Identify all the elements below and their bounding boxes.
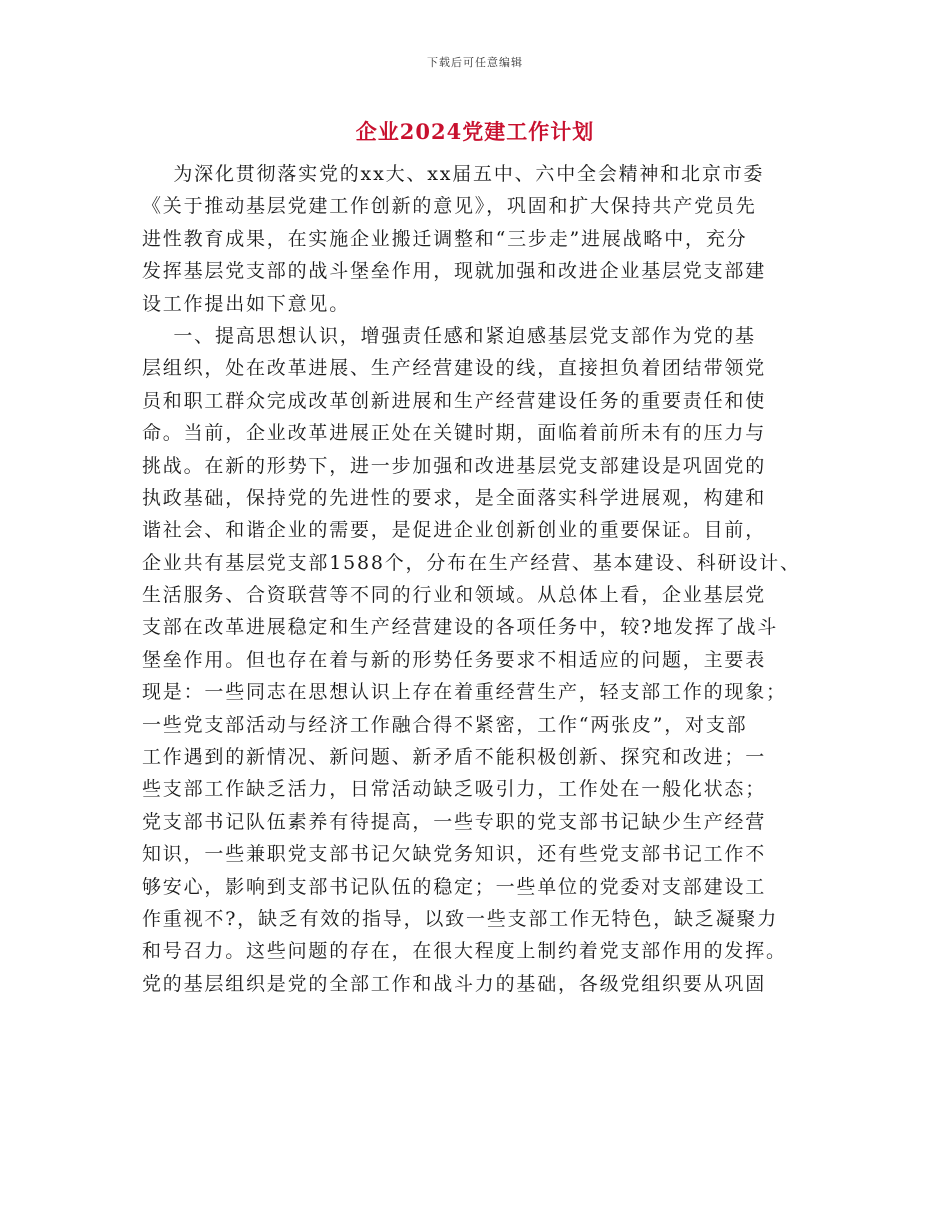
body-line: 一些党支部活动与经济工作融合得不紧密，工作“两张皮”，对支部 xyxy=(142,713,748,736)
body-line: 谐社会、和谐企业的需要，是促进企业创新创业的重要保证。目前， xyxy=(142,519,767,542)
body-line: 执政基础，保持党的先进性的要求，是全面落实科学进展观，构建和 xyxy=(142,486,767,509)
body-line: 命。当前，企业改革进展正处在关键时期，面临着前所未有的压力与 xyxy=(142,422,767,445)
body-line: 堡垒作用。但也存在着与新的形势任务要求不相适应的问题，主要表 xyxy=(142,648,767,671)
body-line: 《关于推动基层党建工作创新的意见》，巩固和扩大保持共产党员先 xyxy=(142,195,757,218)
body-line: 支部在改革进展稳定和生产经营建设的各项任务中，较?地发挥了战斗 xyxy=(142,616,778,639)
body-line: 为深化贯彻落实党的xx大、xx届五中、六中全会精神和北京市委 xyxy=(142,163,765,185)
body-line: 设工作提出如下意见。 xyxy=(142,292,351,315)
body-line: 和号召力。这些问题的存在，在很大程度上制约着党支部作用的发挥。 xyxy=(142,940,787,963)
body-line: 现是：一些同志在思想认识上存在着重经营生产，轻支部工作的现象； xyxy=(142,681,787,704)
body-line: 够安心，影响到支部书记队伍的稳定；一些单位的党委对支部建设工 xyxy=(142,875,767,898)
body-line: 发挥基层党支部的战斗堡垒作用，现就加强和改进企业基层党支部建 xyxy=(142,260,767,283)
body-line: 工作遇到的新情况、新问题、新矛盾不能积极创新、探究和改进；一 xyxy=(142,746,767,769)
document-body xyxy=(142,158,822,1000)
body-line: 些支部工作缺乏活力，日常活动缺乏吸引力，工作处在一般化状态； xyxy=(142,778,767,801)
body-line: 生活服务、合资联营等不同的行业和领域。从总体上看，企业基层党 xyxy=(142,584,767,607)
body-line: 作重视不?，缺乏有效的指导，以致一些支部工作无特色，缺乏凝聚力 xyxy=(142,907,778,930)
body-line: 党的基层组织是党的全部工作和战斗力的基础，各级党组织要从巩固 xyxy=(142,972,767,995)
body-line: 一、提高思想认识，增强责任感和紧迫感基层党支部作为党的基 xyxy=(142,324,756,347)
body-line: 挑战。在新的形势下，进一步加强和改进基层党支部建设是巩固党的 xyxy=(142,454,767,477)
body-line: 层组织，处在改革进展、生产经营建设的线，直接担负着团结带领党 xyxy=(142,357,767,380)
document-title: 企业2024党建工作计划 xyxy=(355,119,595,144)
body-line: 党支部书记队伍素养有待提高，一些专职的党支部书记缺少生产经营 xyxy=(142,810,767,833)
body-line: 企业共有基层党支部1588个，分布在生产经营、基本建设、科研设计、 xyxy=(142,551,801,574)
body-line: 员和职工群众完成改革创新进展和生产经营建设任务的重要责任和使 xyxy=(142,389,767,412)
body-line: 知识，一些兼职党支部书记欠缺党务知识，还有些党支部书记工作不 xyxy=(142,843,767,866)
page-header-note: 下载后可任意编辑 xyxy=(427,56,523,69)
body-line: 进性教育成果，在实施企业搬迁调整和“三步走”进展战略中，充分 xyxy=(142,227,748,250)
